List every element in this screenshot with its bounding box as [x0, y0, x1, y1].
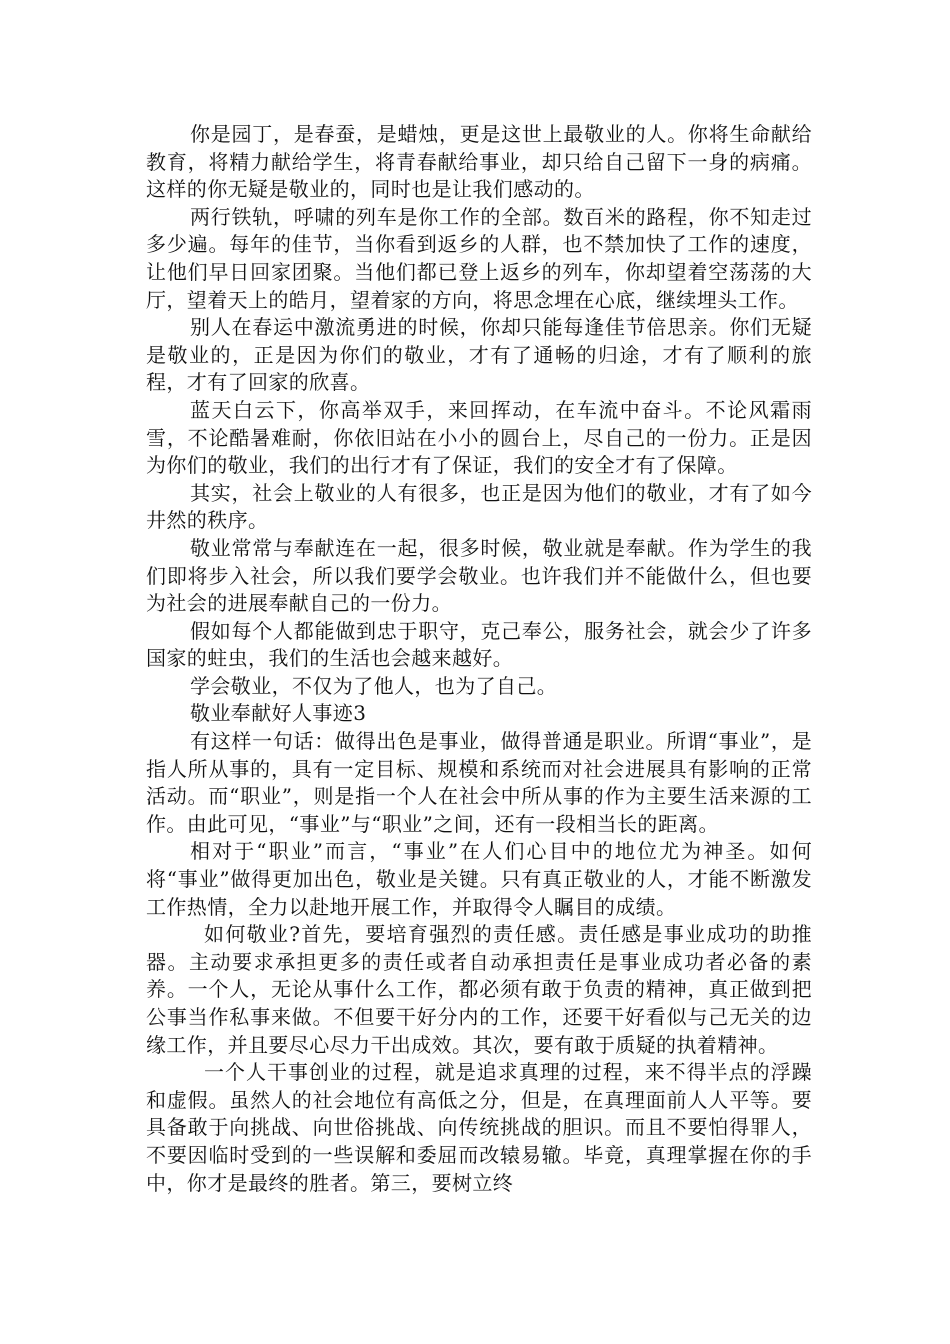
paragraph-dedication: 敬业常常与奉献连在一起，很多时候，敬业就是奉献。作为学生的我们即将步入社会，所以我们要学会敬业。也许我们并不能做什么，但也要为社会的进展奉献自己的一份力。: [146, 535, 812, 616]
section-title: 敬业奉献好人事迹3: [190, 701, 367, 726]
paragraph-society: 其实，社会上敬业的人有很多，也正是因为他们的敬业，才有了如今井然的秩序。: [146, 480, 812, 533]
paragraph-railway: 两行铁轨，呼啸的列车是你工作的全部。数百米的路程，你不知走过多少遍。每年的佳节，当你看到返乡的人群，也不禁加快了工作的速度，让他们早日回家团聚。当他们都已登上返乡的列车，你却望着空荡荡的大厅，望着天上的皓月，望着家的方向，将思念埋在心底，继续埋头工作。: [146, 204, 812, 312]
paragraph-learn: 学会敬业，不仅为了他人，也为了自己。: [190, 673, 558, 698]
paragraph-gardener: 你是园丁，是春蚕，是蜡烛，更是这世上最敬业的人。你将生命献给教育，将精力献给学生，将青春献给事业，却只给自己留下一身的病痛。这样的你无疑是敬业的，同时也是让我们感动的。: [146, 122, 812, 202]
paragraph-spring-festival: 别人在春运中激流勇进的时候，你却只能每逢佳节倍思亲。你们无疑是敬业的，正是因为你们的敬业，才有了通畅的归途，才有了顺利的旅程，才有了回家的欣喜。: [146, 315, 812, 395]
paragraph-traffic-police: 蓝天白云下，你高举双手，来回挥动，在车流中奋斗。不论风霜雨雪，不论酷暑难耐，你依旧站在小小的圆台上，尽自己的一份力。正是因为你们的敬业，我们的出行才有了保证，我们的安全才有了保障。: [146, 397, 812, 478]
paragraph-sacred-career: 相对于“职业”而言，“事业”在人们心目中的地位尤为神圣。如何将“事业”做得更加出色，敬业是关键。只有真正敬业的人，才能不断激发工作热情，全力以赴地开展工作，并取得令人瞩目的成绩。: [146, 839, 812, 919]
paragraph-everyone: 假如每个人都能做到忠于职守，克己奉公，服务社会，就会少了许多国家的蛀虫，我们的生活也会越来越好。: [146, 618, 812, 671]
paragraph-pursue-truth: 一个人干事创业的过程，就是追求真理的过程，来不得半点的浮躁和虚假。虽然人的社会地位有高低之分，但是，在真理面前人人平等。要具备敢于向挑战、向世俗挑战、向传统挑战的胆识。而且不要怕得罪人，不要因临时受到的一些误解和委屈而改辕易辙。毕竟，真理掌握在你的手中，你才是最终的胜者。第三，要树立终: [146, 1060, 812, 1195]
paragraph-career-vs-job: 有这样一句话：做得出色是事业，做得普通是职业。所谓“事业”，是指人所从事的，具有一定目标、规模和系统而对社会进展具有影响的正常活动。而“职业”，则是指一个人在社会中所从事的作为主要生活来源的工作。由此可见，“事业”与“职业”之间，还有一段相当长的距离。: [146, 729, 812, 836]
document-page: [146, 121, 812, 1197]
paragraph-how-to-dedicate: 如何敬业?首先，要培育强烈的责任感。责任感是事业成功的助推器。主动要求承担更多的责任或者自动承担责任是事业成功者必备的素养。一个人，无论从事什么工作，都必须有敢于负责的精神，真正做到把公事当作私事来做。不但要干好分内的工作，还要干好看似与己无关的边缘工作，并且要尽心尽力干出成效。其次，要有敢于质疑的执着精神。: [146, 922, 812, 1057]
